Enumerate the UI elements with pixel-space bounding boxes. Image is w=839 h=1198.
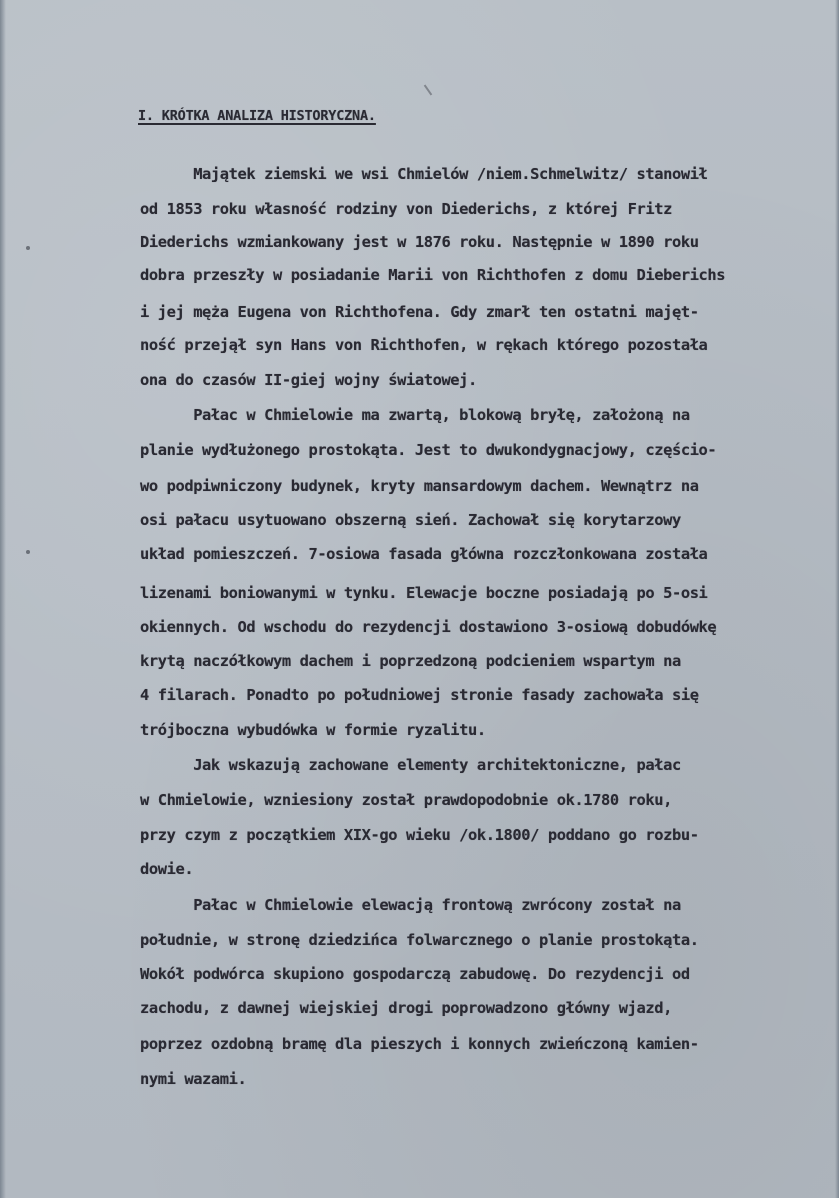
text-line: planie wydłużonego prostokąta. Jest to dwukondygnacjowy, częścio-: [140, 441, 717, 459]
text-line: zachodu, z dawnej wiejskiej drogi poprowadzono główny wjazd,: [140, 999, 672, 1017]
text-line: lizenami boniowanymi w tynku. Elewacje boczne posiadają po 5-osi: [140, 584, 708, 602]
text-line: dobra przeszły w posiadanie Marii von Richthofen z domu Dieberichs: [140, 266, 726, 284]
section-heading: I. KRÓTKA ANALIZA HISTORYCZNA.: [138, 108, 376, 124]
text-line: krytą naczółkowym dachem i poprzedzoną podcieniem wspartym na: [140, 652, 681, 670]
text-line: wo podpiwniczony budynek, kryty mansardowym dachem. Wewnątrz na: [140, 477, 699, 495]
punch-hole-mark: [26, 550, 30, 554]
text-line: 4 filarach. Ponadto po południowej stronie fasady zachowała się: [140, 686, 699, 704]
page-edge-shadow-left: [0, 0, 6, 1198]
text-line: osi pałacu usytuowano obszerną sień. Zachował się korytarzowy: [140, 511, 681, 529]
text-line: przy czym z początkiem XIX-go wieku /ok.1800/ poddano go rozbu-: [140, 826, 699, 844]
text-line: układ pomieszczeń. 7-osiowa fasada główna rozczłonkowana została: [140, 545, 708, 563]
text-line: południe, w stronę dziedzińca folwarcznego o planie prostokąta.: [140, 931, 699, 949]
text-line: trójboczna wybudówka w formie ryzalitu.: [140, 721, 486, 739]
text-line: Majątek ziemski we wsi Chmielów /niem.Schmelwitz/ stanowił: [140, 165, 708, 183]
text-line: nymi wazami.: [140, 1070, 247, 1088]
text-line: ona do czasów II-giej wojny światowej.: [140, 371, 477, 389]
text-line: od 1853 roku własność rodziny von Diederichs, z której Fritz: [140, 200, 672, 218]
punch-hole-mark: [26, 246, 30, 250]
pen-mark: [424, 85, 433, 96]
text-line: dowie.: [140, 860, 194, 878]
text-line: okiennych. Od wschodu do rezydencji dostawiono 3-osiową dobudówkę: [140, 618, 717, 636]
text-line: Diederichs wzmiankowany jest w 1876 roku. Następnie w 1890 roku: [140, 233, 699, 251]
text-line: Jak wskazują zachowane elementy architektoniczne, pałac: [140, 756, 681, 774]
page-edge-shadow-right: [835, 0, 839, 1198]
text-line: Pałac w Chmielowie elewacją frontową zwrócony został na: [140, 896, 681, 914]
text-line: ność przejął syn Hans von Richthofen, w rękach którego pozostała: [140, 336, 708, 354]
text-line: w Chmielowie, wzniesiony został prawdopodobnie ok.1780 roku,: [140, 791, 672, 809]
text-line: Wokół podwórca skupiono gospodarczą zabudowę. Do rezydencji od: [140, 965, 690, 983]
text-line: Pałac w Chmielowie ma zwartą, blokową bryłę, założoną na: [140, 406, 690, 424]
text-line: i jej męża Eugena von Richthofena. Gdy zmarł ten ostatni majęt-: [140, 303, 699, 321]
text-line: poprzez ozdobną bramę dla pieszych i konnych zwieńczoną kamien-: [140, 1035, 699, 1053]
